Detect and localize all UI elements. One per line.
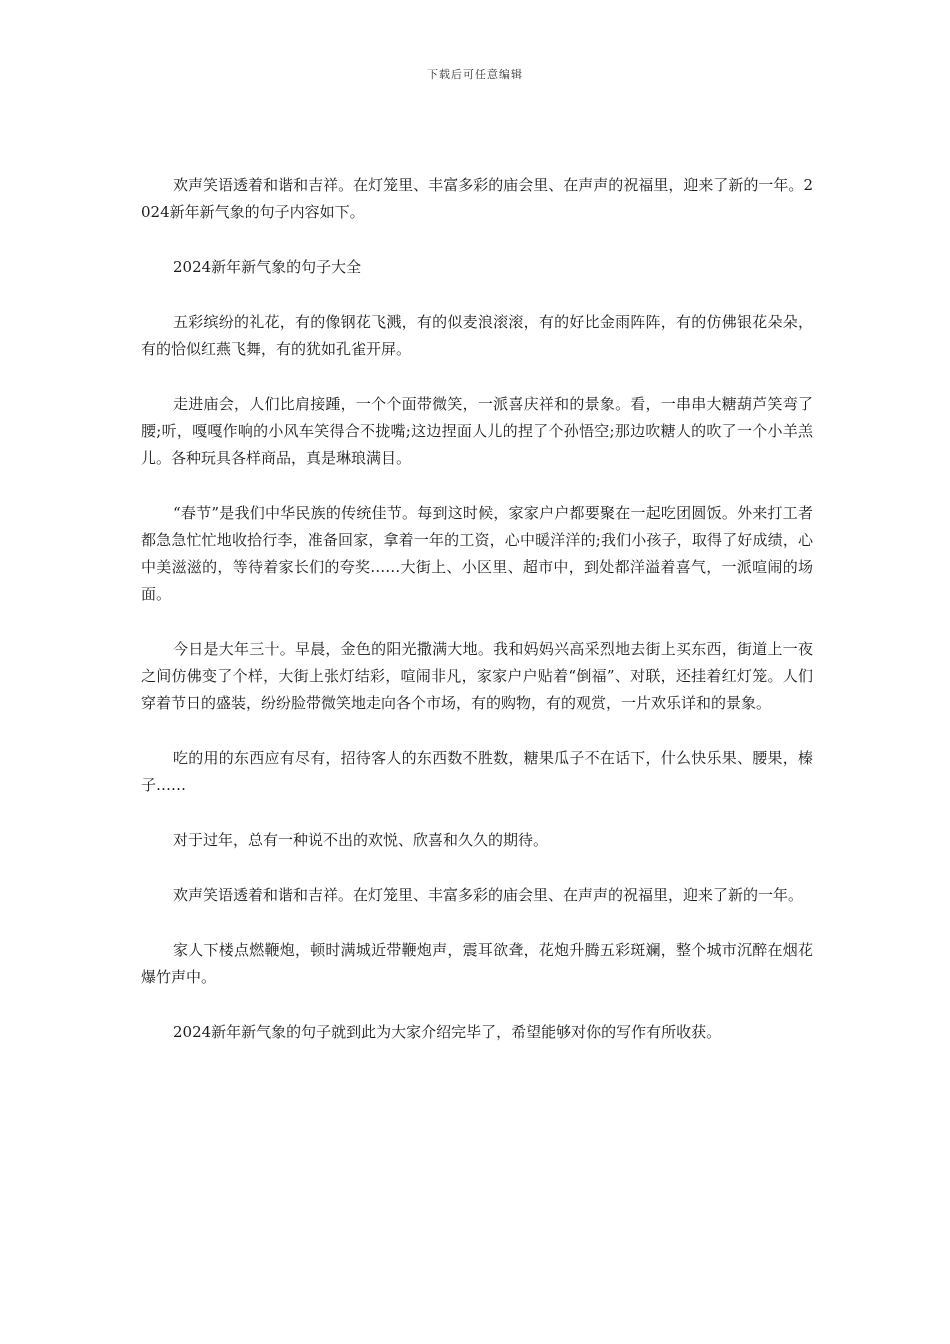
paragraph-anticipation: 对于过年，总有一种说不出的欢悦、欣喜和久久的期待。 [173, 831, 549, 849]
paragraph-firecrackers: 家人下楼点燃鞭炮，顿时满城近带鞭炮声，震耳欲聋，花炮升腾五彩斑斓，整个城市沉醉在烟花爆竹声中。 [141, 941, 813, 986]
paragraph-laughter: 欢声笑语透着和谐和吉祥。在灯笼里、丰富多彩的庙会里、在声声的祝福里，迎来了新的一年。 [173, 886, 804, 904]
paragraph-new-years-eve: 今日是大年三十。早晨，金色的阳光撒满大地。我和妈妈兴高采烈地去街上买东西，街道上一夜之间仿佛变了个样，大街上张灯结彩，喧闹非凡，家家户户贴着“倒福”、对联，还挂着红灯笼。人们穿着节日的盛装，纷纷脸带微笑地走向各个市场，有的购物，有的观赏，一片欢乐详和的景象。 [141, 640, 813, 712]
paragraph-intro: 欢声笑语透着和谐和吉祥。在灯笼里、丰富多彩的庙会里、在声声的祝福里，迎来了新的一年。2024新年新气象的句子内容如下。 [141, 176, 813, 221]
header-note: 下载后可任意编辑 [427, 68, 523, 81]
paragraph-spring-festival: “春节”是我们中华民族的传统佳节。每到这时候，家家户户都要聚在一起吃团圆饭。外来打工者都急急忙忙地收拾行李，准备回家，拿着一年的工资，心中暖洋洋的;我们小孩子，取得了好成绩，心中美滋滋的，等待着家长们的夸奖……大街上、小区里、超市中，到处都洋溢着喜气，一派喧闹的场面。 [141, 504, 813, 603]
paragraph-food: 吃的用的东西应有尽有，招待客人的东西数不胜数，糖果瓜子不在话下，什么快乐果、腰果，榛子…… [141, 749, 813, 794]
paragraph-temple-fair: 走进庙会，人们比肩接踵，一个个面带微笑，一派喜庆祥和的景象。看，一串串大糖葫芦笑弯了腰;听，嘎嘎作响的小风车笑得合不拢嘴;这边捏面人儿的捏了个孙悟空;那边吹糖人的吹了一个小羊羔儿。各种玩具各样商品，真是琳琅满目。 [141, 395, 813, 467]
paragraph-fireworks: 五彩缤纷的礼花，有的像钢花飞溅，有的似麦浪滚滚，有的好比金雨阵阵，有的仿佛银花朵朵，有的恰似红燕飞舞，有的犹如孔雀开屏。 [141, 313, 813, 358]
section-heading: 2024新年新气象的句子大全 [173, 258, 362, 276]
document-body [141, 172, 813, 1074]
paragraph-closing: 2024新年新气象的句子就到此为大家介绍完毕了，希望能够对你的写作有所收获。 [173, 1023, 722, 1041]
